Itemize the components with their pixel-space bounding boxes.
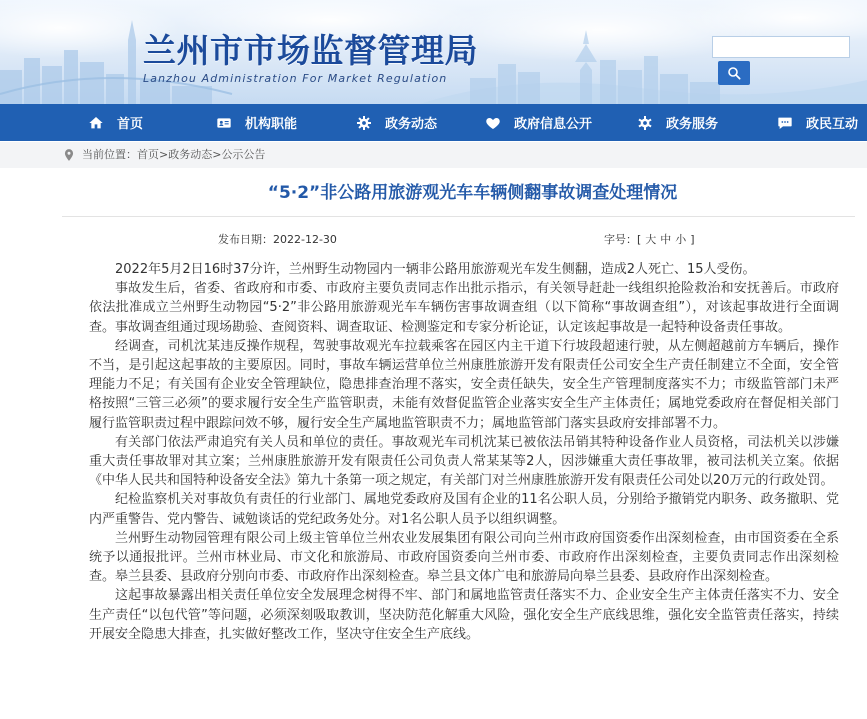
nav-item-label: 首页 — [117, 117, 144, 132]
nav-item-info-disclosure[interactable] — [485, 104, 592, 141]
heart-icon — [485, 115, 501, 131]
breadcrumb-separator: > — [159, 148, 169, 161]
article-paragraph: 经调查，司机沈某违反操作规程，驾驶事故观光车拉载乘客在园区内主干道下行坡段超速行驶，从左侧超越前方车辆后，操作不当，是引起这起事故的主要原因。同时，事故车辆运营单位兰州康胜旅游开发有限责任公司安全生产责任制建立不全面，安全管理能力不足；有关国有企业安全管理缺位，隐患排查治理不落实，安全责任缺失，安全生产管理制度落实不力；市级监管部门未严格按照“三管三必须”的要求履行安全生产监管职责，未能有效督促监管企业落实安全生产主体责任；属地党委政府在督促相关部门履行监管职责过程中跟踪问效不够，履行安全生产属地监管职责不力；属地监管部门落实县政府安排部署不力。 — [89, 338, 839, 431]
nav-item-organization[interactable] — [216, 104, 297, 141]
article-paragraph: 2022年5月2日16时37分许，兰州野生动物园内一辆非公路用旅游观光车发生侧翻，造成2人死亡、15人受伤。 — [115, 262, 756, 277]
nav-item-label: 政民互动 — [806, 117, 859, 132]
nav-item-label: 政务服务 — [666, 117, 719, 132]
article-paragraph: 纪检监察机关对事故负有责任的行业部门、属地党委政府及国有企业的11名公职人员，分别给予撤销党内职务、政务撤职、党内严重警告、党内警告、诫勉谈话的党纪政务处分。对1名公职人员予以组织调整。 — [89, 492, 839, 527]
site-title: 兰州市市场监督管理局 — [143, 31, 478, 70]
publish-date-value: 2022-12-30 — [273, 233, 337, 246]
article-paragraph: 有关部门依法严肃追究有关人员和单位的责任。事故观光车司机沈某已被依法吊销其特种设备作业人员资格，司法机关以涉嫌重大责任事故罪对其立案；兰州康胜旅游开发有限责任公司负责人常某某等2人，因涉嫌重大责任事故罪，被司法机关立案。依据《中华人民共和国特种设备安全法》第九十条第一项之规定，有关部门对兰州康胜旅游开发有限责任公司处以20万元的行政处罚。 — [89, 434, 839, 489]
publish-date — [218, 233, 337, 247]
site-header — [0, 0, 867, 104]
font-size-control — [604, 233, 695, 247]
article-paragraph: 兰州野生动物园管理有限公司上级主管单位兰州农业发展集团有限公司向兰州市政府国资委作出深刻检查，由市国资委在全系统予以通报批评。兰州市林业局、市文化和旅游局、市政府国资委向兰州市委、市政府作出深刻检查，主要负责同志作出深刻检查。皋兰县委、县政府分别向市委、市政府作出深刻检查。皋兰县文体广电和旅游局向皋兰县委、县政府作出深刻检查。 — [89, 530, 839, 585]
font-size-medium[interactable]: 中 — [660, 233, 672, 246]
breadcrumb-link-announcements[interactable]: 公示公告 — [221, 148, 266, 161]
gear-icon — [637, 115, 653, 131]
chat-icon — [777, 115, 793, 131]
search-icon — [726, 65, 742, 81]
nav-item-home[interactable] — [88, 104, 143, 141]
breadcrumb-link-news[interactable]: 政务动态 — [168, 148, 213, 161]
font-size-small[interactable]: 小 — [675, 233, 687, 246]
gear-icon — [356, 115, 372, 131]
nav-item-news[interactable] — [356, 104, 437, 141]
nav-item-label: 机构职能 — [245, 117, 298, 132]
nav-item-services[interactable] — [637, 104, 718, 141]
location-pin-icon — [62, 148, 76, 162]
font-size-large[interactable]: 大 — [645, 233, 657, 246]
main-nav — [0, 104, 867, 141]
search-input[interactable] — [712, 36, 850, 58]
title-divider — [62, 216, 855, 217]
article-body — [89, 260, 839, 715]
breadcrumb-separator: > — [212, 148, 222, 161]
article-meta — [0, 233, 867, 247]
font-size-bracket-close: ] — [690, 233, 695, 246]
article-title: “5·2”非公路用旅游观光车车辆侧翻事故调查处理情况 — [267, 183, 678, 203]
breadcrumb-prefix: 当前位置： — [82, 148, 137, 161]
font-size-label: 字号： — [604, 233, 637, 246]
site-subtitle: Lanzhou Administration For Market Regulation — [143, 72, 448, 85]
article-paragraph: 事故发生后，省委、省政府和市委、市政府主要负责同志作出批示指示，有关领导赶赴一线组织抢险救治和安抚善后。市政府依法批准成立兰州野生动物园“5·2”非公路用旅游观光车车辆伤害事故调查组（以下简称“事故调查组”），对该起事故进行全面调查。事故调查组通过现场勘验、查阅资料、调查取证、检测鉴定和专家分析论证，认定该起事故是一起特种设备责任事故。 — [89, 281, 839, 335]
nav-item-label: 政务动态 — [385, 117, 438, 132]
breadcrumb-link-home[interactable]: 首页 — [137, 148, 159, 161]
article-paragraph: 这起事故暴露出相关责任单位安全发展理念树得不牢、部门和属地监管责任落实不力、企业安全生产主体责任落实不力、安全生产责任“以包代管”等问题，必须深刻吸取教训，坚决防范化解重大风险，强化安全生产底线思维，强化安全监管责任落实，持续开展安全隐患大排查，扎实做好整改工作，坚决守住安全生产底线。 — [89, 588, 839, 642]
id-card-icon — [216, 115, 232, 131]
publish-date-label: 发布日期： — [218, 233, 273, 246]
home-icon — [88, 115, 104, 131]
nav-item-interaction[interactable] — [777, 104, 858, 141]
nav-item-label: 政府信息公开 — [514, 117, 593, 132]
search-button[interactable] — [718, 61, 750, 85]
font-size-bracket-open: [ — [637, 233, 642, 246]
breadcrumb — [0, 142, 867, 168]
